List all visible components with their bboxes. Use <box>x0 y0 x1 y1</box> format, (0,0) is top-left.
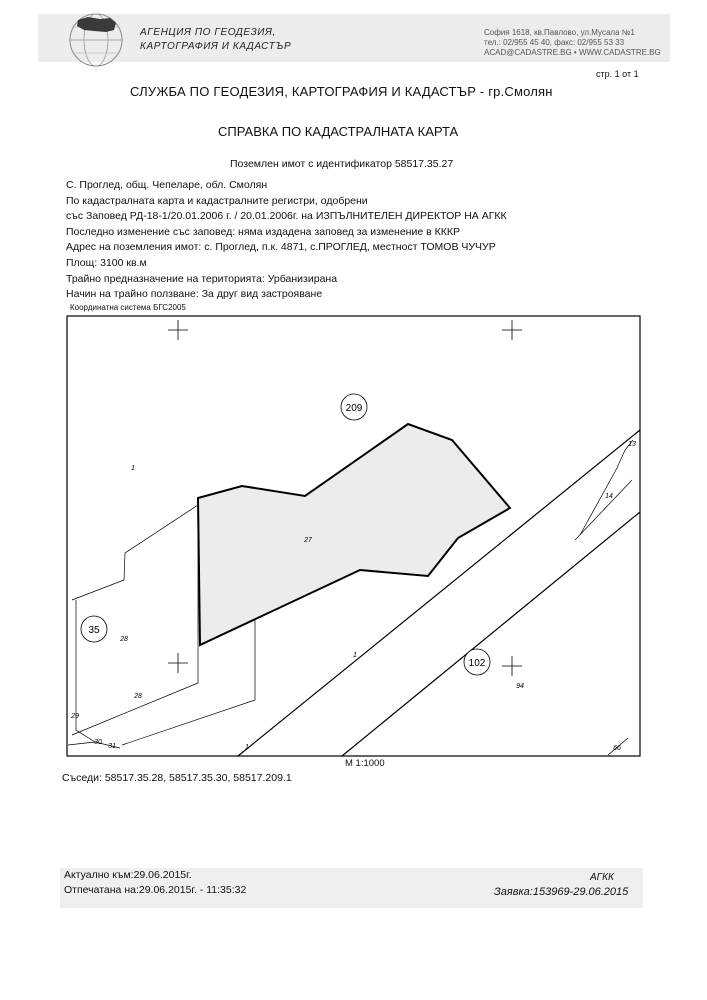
agency-line-2: КАРТОГРАФИЯ И КАДАСТЪР <box>140 41 292 52</box>
info-line: Начин на трайно ползване: За друг вид застрояване <box>66 288 323 301</box>
info-line: По кадастралната карта и кадастралните регистри, одобрени <box>66 194 368 207</box>
parcel-number: 1 <box>131 465 135 472</box>
agency-phone: тел.: 02/955 45 40, факс: 02/955 53 33 <box>484 38 625 47</box>
document-title: СПРАВКА ПО КАДАСТРАЛНАТА КАРТА <box>218 124 459 139</box>
info-line: Трайно предназначение на територията: Урбанизирана <box>66 272 338 285</box>
footer-agency: АГКК <box>590 872 614 883</box>
parcel-number: 94 <box>516 683 524 690</box>
info-line: Адрес на поземления имот: с. Проглед, п.к. 4871, с.ПРОГЛЕД, местност ТОМОВ ЧУЧУР <box>66 241 496 254</box>
agency-line-1: АГЕНЦИЯ ПО ГЕОДЕЗИЯ, <box>140 27 276 38</box>
info-line: Последно изменение със заповед: няма издадена заповед за изменение в КККР <box>66 225 460 238</box>
service-title: СЛУЖБА ПО ГЕОДЕЗИЯ, КАРТОГРАФИЯ И КАДАСТЪР - гр.Смолян <box>130 84 553 99</box>
page-number: стр. 1 от 1 <box>596 69 639 79</box>
map-label-102: 102 <box>468 658 486 669</box>
map-label-35: 35 <box>88 625 100 636</box>
footer-dates <box>64 868 246 898</box>
parcel-number: 27 <box>304 537 312 544</box>
parcel-number: 1 <box>353 652 357 659</box>
property-identifier: Поземлен имот с идентификатор 58517.35.27 <box>230 158 454 170</box>
parcel-number: 1 <box>245 744 249 751</box>
map-label-209: 209 <box>345 403 363 414</box>
subject-parcel-27 <box>198 424 510 645</box>
parcel-number: 13 <box>628 441 636 448</box>
coordinate-system: Координатна система БГС2005 <box>70 303 186 312</box>
agency-web: ACAD@CADASTRE.BG • WWW.CADASTRE.BG <box>484 48 661 57</box>
parcel-number: 28 <box>134 693 142 700</box>
neighbors: Съседи: 58517.35.28, 58517.35.30, 58517.209.1 <box>62 772 292 784</box>
actual-date: Актуално към:29.06.2015г. <box>64 869 192 881</box>
parcel-number: 14 <box>605 493 613 500</box>
request-number: Заявка:153969-29.06.2015 <box>494 886 629 898</box>
parcel-number: 29 <box>71 713 79 720</box>
parcel-number: 30 <box>94 739 102 746</box>
info-line: Площ: 3100 кв.м <box>66 256 147 269</box>
info-line: С. Проглед, общ. Чепеларе, обл. Смолян <box>66 179 268 191</box>
agency-address: София 1618, кв.Павлово, ул.Мусала №1 <box>484 28 635 37</box>
parcel-number: 28 <box>120 636 128 643</box>
printed-date: Отпечатана на:29.06.2015г. - 11:35:32 <box>64 884 247 896</box>
parcel-number: 66 <box>613 745 621 752</box>
map-scale: М 1:1000 <box>345 758 385 769</box>
info-line: със Заповед РД-18-1/20.01.2006 г. / 20.01.2006г. на ИЗПЪЛНИТЕЛЕН ДИРЕКТОР НА АГКК <box>66 210 507 223</box>
parcel-number: 31 <box>108 743 116 750</box>
